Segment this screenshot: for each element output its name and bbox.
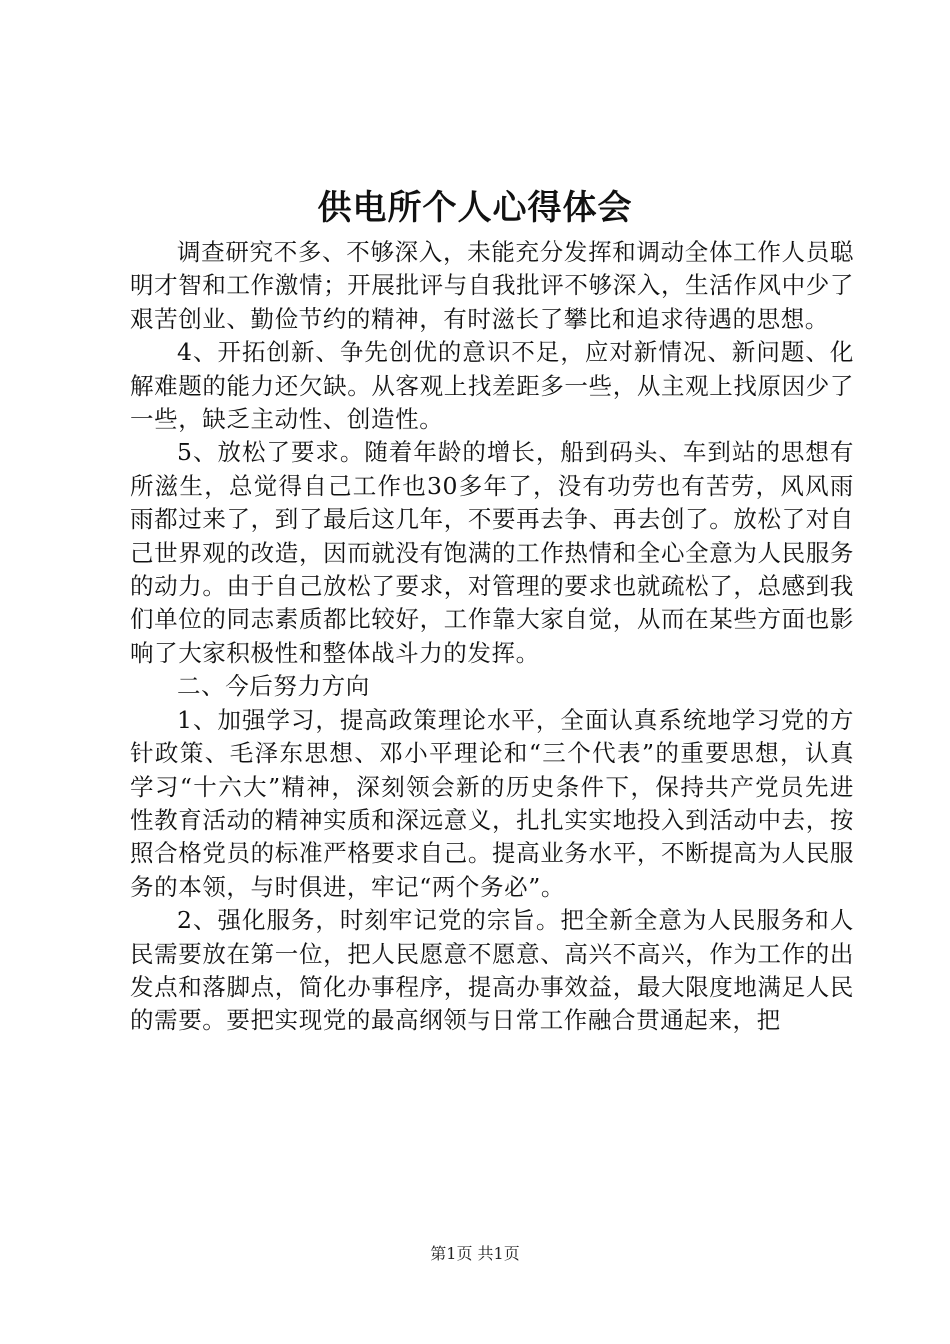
document-title: 供电所个人心得体会 xyxy=(317,188,633,228)
document-body xyxy=(130,236,854,1038)
paragraph-5: 2、强化服务，时刻牢记党的宗旨。把全新全意为人民服务和人民需要放在第一位，把人民愿意不愿意、高兴不高兴，作为工作的出发点和落脚点，简化办事程序，提高办事效益，最大限度地满足人民的需要。要把实现党的最高纲领与日常工作融合贯通起来，把 xyxy=(130,906,854,1035)
paragraph-2: 4、开拓创新、争先创优的意识不足，应对新情况、新问题、化解难题的能力还欠缺。从客观上找差距多一些，从主观上找原因少了一些，缺乏主动性、创造性。 xyxy=(130,338,854,434)
paragraph-3: 5、放松了要求。随着年龄的增长，船到码头、车到站的思想有所滋生，总觉得自己工作也30多年了，没有功劳也有苦劳，风风雨雨都过来了，到了最后这几年，不要再去争、再去创了。放松了对自己世界观的改造，因而就没有饱满的工作热情和全心全意为人民服务的动力。由于自己放松了要求，对管理的要求也就疏松了，总感到我们单位的同志素质都比较好，工作靠大家自觉，从而在某些方面也影响了大家积极性和整体战斗力的发挥。 xyxy=(130,438,854,667)
section-heading: 二、今后努力方向 xyxy=(177,672,370,701)
paragraph-1: 调查研究不多、不够深入，未能充分发挥和调动全体工作人员聪明才智和工作激情；开展批评与自我批评不够深入，生活作风中少了艰苦创业、勤俭节约的精神，有时滋长了攀比和追求待遇的思想。 xyxy=(130,238,854,333)
paragraph-4: 1、加强学习，提高政策理论水平，全面认真系统地学习党的方针政策、毛泽东思想、邓小平理论和“三个代表”的重要思想，认真学习“十六大”精神，深刻领会新的历史条件下，保持共产党员先进性教育活动的精神实质和深远意义，扎扎实实地投入到活动中去，按照合格党员的标准严格要求自己。提高业务水平，不断提高为人民服务的本领，与时俱进，牢记“两个务必”。 xyxy=(130,705,854,901)
page-footer: 第1页 共1页 xyxy=(430,1244,520,1263)
